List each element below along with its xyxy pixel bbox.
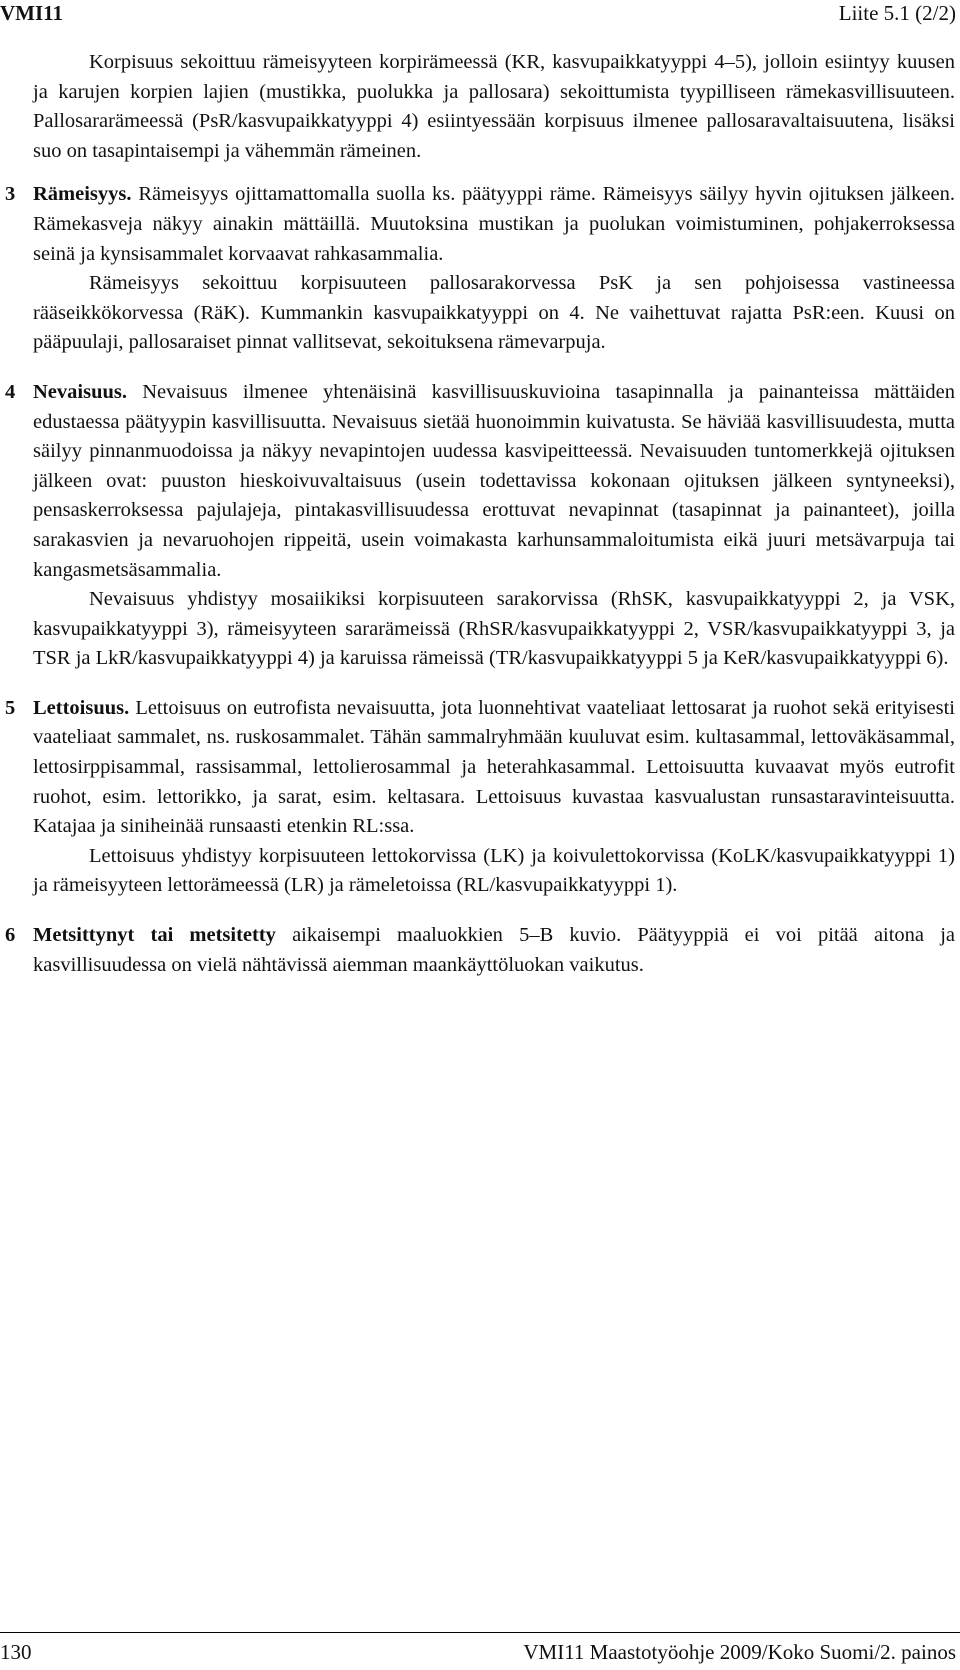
section-lettoisuus [5, 694, 955, 901]
section-number: 6 [5, 924, 16, 947]
footer-divider [0, 1632, 960, 1633]
document-body [5, 48, 955, 980]
section-number: 5 [5, 696, 16, 719]
publication-title: VMI11 Maastotyöohje 2009/Koko Suomi/2. painos [523, 1640, 956, 1664]
section-paragraph [33, 694, 955, 842]
section-title: Nevaisuus. [33, 380, 127, 403]
page-footer [0, 1638, 960, 1666]
section-paragraph [33, 921, 955, 980]
section-paragraph-2: Nevaisuus yhdistyy mosaiikiksi korpisuuteen sarakorvissa (RhSK, kasvupaikkatyyppi 2, ja VSK, kasvupaikkatyyppi 3), rämeisyyteen sararämeissä (RhSR/kasvupaikkatyyppi 2, VSR/kasvupaikkatyyppi 3, ja TSR ja LkR/kasvupaikkatyyppi 4) ja karuissa rämeissä (TR/kasvupaikkatyyppi 5 ja KeR/kasvupaikkatyyppi 6). [33, 588, 955, 670]
page-number: 130 [0, 1640, 32, 1664]
header-appendix-label: Liite 5.1 (2/2) [838, 1, 956, 25]
section-number: 3 [5, 183, 16, 206]
section-title: Metsittynyt tai metsitetty [33, 924, 276, 947]
section-text: aikaisempi maaluokkien 5–B kuvio. Päätyyppiä ei voi pitää aitona ja kasvillisuudessa on vielä nähtävissä aiemman maankäyttöluokan vaikutus. [33, 924, 955, 976]
section-number: 4 [5, 380, 16, 403]
intro-paragraph: Korpisuus sekoittuu rämeisyyteen korpirämeessä (KR, kasvupaikkatyyppi 4–5), jolloin esiintyy kuusen ja karujen korpien lajien (mustikka, puolukka ja pallosara) sekoittumista tyypilliseen rämekasvillisuuteen. Pallosararämeessä (PsR/kasvupaikkatyyppi 4) esiintyessään korpisuus ilmenee pallosaravaltaisuutena, lisäksi suo on tasapintaisempi ja vähemmän rämeinen. [33, 51, 955, 162]
section-text: Rämeisyys ojittamattomalla suolla ks. päätyyppi räme. Rämeisyys säilyy hyvin ojituksen jälkeen. Rämekasveja näkyy ainakin mättäillä. Muutoksina mustikan ja puolukan voimistuminen, pohjakerroksessa seinä ja kynsisammalet korvaavat rahkasammalia. [33, 183, 955, 265]
section-nevaisuus [5, 378, 955, 674]
section-paragraph-2: Lettoisuus yhdistyy korpisuuteen lettokorvissa (LK) ja koivulettokorvissa (KoLK/kasvupaikkatyyppi 1) ja rämeisyyteen lettorämeessä (LR) ja rämeletoissa (RL/kasvupaikkatyyppi 1). [33, 844, 955, 897]
section-paragraph-2: Rämeisyys sekoittuu korpisuuteen pallosarakorvessa PsK ja sen pohjoisessa vastineessa rääseikkökorvessa (RäK). Kummankin kasvupaikkatyyppi on 4. Ne vaihettuvat rajatta PsR:een. Kuusi on pääpuulaji, pallosaraiset pinnat vallitsevat, sekoituksena rämevarpuja. [33, 272, 955, 354]
section-title: Lettoisuus. [33, 696, 130, 719]
section-text: Lettoisuus on eutrofista nevaisuutta, jota luonnehtivat vaateliaat lettosarat ja ruohot sekä erityisesti vaateliaat sammalet, ns. ruskosammalet. Tähän sammalryhmään kuuluvat esim. kultasammal, lettoväkäsammal, lettosirppisammal, rassisammal, lettolierosammal ja heterahkasammal. Lettoisuutta kuvaavat myös eutrofit ruohot, esim. lettorikko, ja sarat, esim. keltasara. Lettoisuus kuvastaa kasvualustan runsastaravinteisuutta. Katajaa ja siniheinää runsaasti etenkin RL:ssa. [33, 696, 955, 838]
section-text: Nevaisuus ilmenee yhtenäisinä kasvillisuuskuvioina tasapinnalla ja painanteissa mättäiden edustaessa päätyypin kasvillisuutta. Nevaisuus sietää huonoimmin kuivatusta. Se häviää kasvillisuudesta, mutta säilyy pinnanmuodoissa ja näkyy nevapintojen uudessa kasvipeitteessä. Nevaisuuden tuntomerkkejä ojituksen jälkeen ovat: puuston hieskoivuvaltaisuus (usein todettavissa kokonaan ojituksen jälkeen syntyneeksi), pensaskerroksessa pajulajeja, pintakasvillisuudessa erottuvat nevapinnat (tasapinnat ja painanteet), joilla sarakasvien ja nevaruohojen rippeitä, usein voimakasta karhunsammaloitumista eikä juuri metsävarpuja tai kangasmetsäsammalia. [33, 380, 955, 581]
section-paragraph [33, 180, 955, 269]
page-header [0, 0, 960, 30]
header-doc-id: VMI11 [0, 1, 63, 25]
section-title: Rämeisyys. [33, 183, 132, 206]
section-metsittynyt [5, 921, 955, 980]
section-rameisyys [5, 180, 955, 358]
section-paragraph [33, 378, 955, 585]
